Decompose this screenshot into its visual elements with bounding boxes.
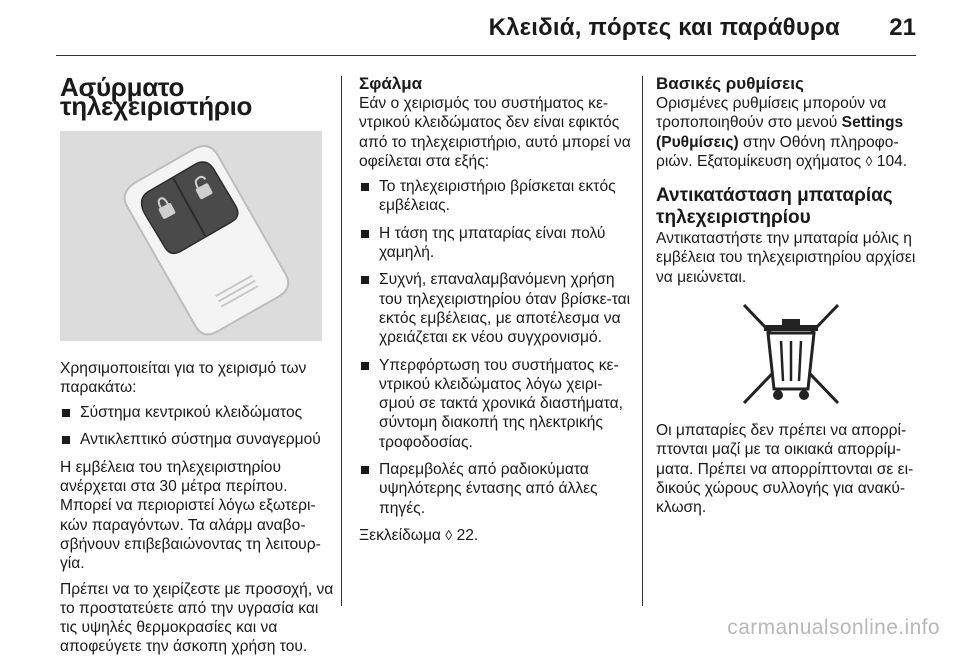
- section-title-fault: Σφάλμα: [359, 74, 423, 93]
- care-paragraph: Πρέπει να το χειρίζεστε με προσοχή, να το προστατεύετε από την υγρασία και τις υψηλές θερμοκρασίες και να αποφεύγετε την άσκοπη χρήση του.: [60, 580, 334, 656]
- section-title-battery-replacement: Αντικατάσταση μπαταρίας τηλεχειριστηρίου: [656, 185, 893, 229]
- header-rule: [56, 55, 916, 56]
- settings-menu-label: Settings (Ρυθμίσεις): [656, 114, 904, 151]
- remote-key-illustration: [60, 131, 322, 341]
- settings-text-part: Ορισμένες ρυθμίσεις μπορούν να τροποποιηθούν στο μενού: [656, 95, 887, 132]
- fault-intro: Εάν ο χειρισμός του συστήματος κε-ντρικού κλειδώματος δεν είναι εφικτός από το τηλεχειριστήριο, αυτό μπορεί να οφείλεται στα εξής:: [359, 95, 631, 170]
- usage-list: [60, 403, 336, 450]
- list-item: Αντικλεπτικό σύστημα συναγερμού: [60, 430, 336, 449]
- key-fob-icon: [60, 131, 322, 341]
- column-2: [359, 74, 635, 551]
- list-item: Το τηλεχειριστήριο βρίσκεται εκτός εμβέλειας.: [359, 177, 635, 216]
- column-divider-2: [642, 76, 643, 606]
- xref-arrow-icon: ◊: [865, 152, 873, 169]
- section-title-basic-settings: Βασικές ρυθμίσεις: [656, 74, 804, 93]
- watermark-text: carmanualsonline.info: [727, 616, 940, 639]
- section-title-remote-control: Ασύρματο τηλεχειριστήριο: [60, 72, 253, 122]
- xref-page: 22.: [456, 526, 479, 544]
- unlock-reference[interactable]: [359, 526, 635, 545]
- xref-page[interactable]: 104.: [876, 152, 908, 170]
- basic-settings-text: [656, 94, 926, 171]
- disposal-text: Οι μπαταρίες δεν πρέπει να απορρί-πτονται μαζί με τα οικιακά απορρίμ-ματα. Πρέπει να απορρίπτονται σε ει-δικούς χώρους συλλογής για ανακύ-κλωση.: [656, 422, 914, 517]
- battery-replace-text: Αντικαταστήστε την μπαταρία μόλις η εμβέλεια του τηλεχειριστηρίου αρχίσει να μειώνεται.: [656, 230, 916, 286]
- page-number: 21: [889, 14, 916, 41]
- column-divider-1: [341, 76, 342, 606]
- column-3: [656, 74, 926, 524]
- list-item: Συχνή, επαναλαμβανόμενη χρήση του τηλεχειριστηρίου όταν βρίσκε-ται εκτός εμβέλειας, με αποτέλεσμα να χρειάζεται εκ νέου συγχρονισμό.: [359, 270, 635, 347]
- list-item: Σύστημα κεντρικού κλειδώματος: [60, 403, 336, 422]
- xref-label: Ξεκλείδωμα: [359, 526, 441, 544]
- column-1: [60, 74, 336, 663]
- list-item: Η τάση της μπαταρίας είναι πολύ χαμηλή.: [359, 224, 635, 263]
- intro-text: Χρησιμοποιείται για το χειρισμό των παρακάτω:: [60, 359, 307, 396]
- fault-list: [359, 177, 635, 518]
- header-title: Κλειδιά, πόρτες και παράθυρα: [488, 14, 840, 41]
- xref-arrow-icon: ◊: [445, 526, 453, 543]
- range-paragraph: Η εμβέλεια του τηλεχειριστηρίου ανέρχεται στα 30 μέτρα περίπου. Μπορεί να περιοριστεί λόγω εξωτερι-κών παραγόντων. Τα αλάρμ αναβο-σβήνουν επιβεβαιώνοντας τη λειτουρ-γία.: [60, 458, 321, 573]
- list-item: Υπερφόρτωση του συστήματος κε-ντρικού κλειδώματος λόγω χειρι-σμού σε τακτά χρονικά διαστήματα, σύντομη διακοπή της ηλεκτρικής τροφοδοσίας.: [359, 356, 635, 452]
- settings-text-part: στην Οθόνη πληροφο-ριών. Εξατομίκευση οχήματος: [656, 133, 899, 170]
- crossed-out-bin-icon: [736, 299, 846, 409]
- list-item: Παρεμβολές από ραδιοκύματα υψηλότερης έντασης από άλλες πηγές.: [359, 460, 635, 518]
